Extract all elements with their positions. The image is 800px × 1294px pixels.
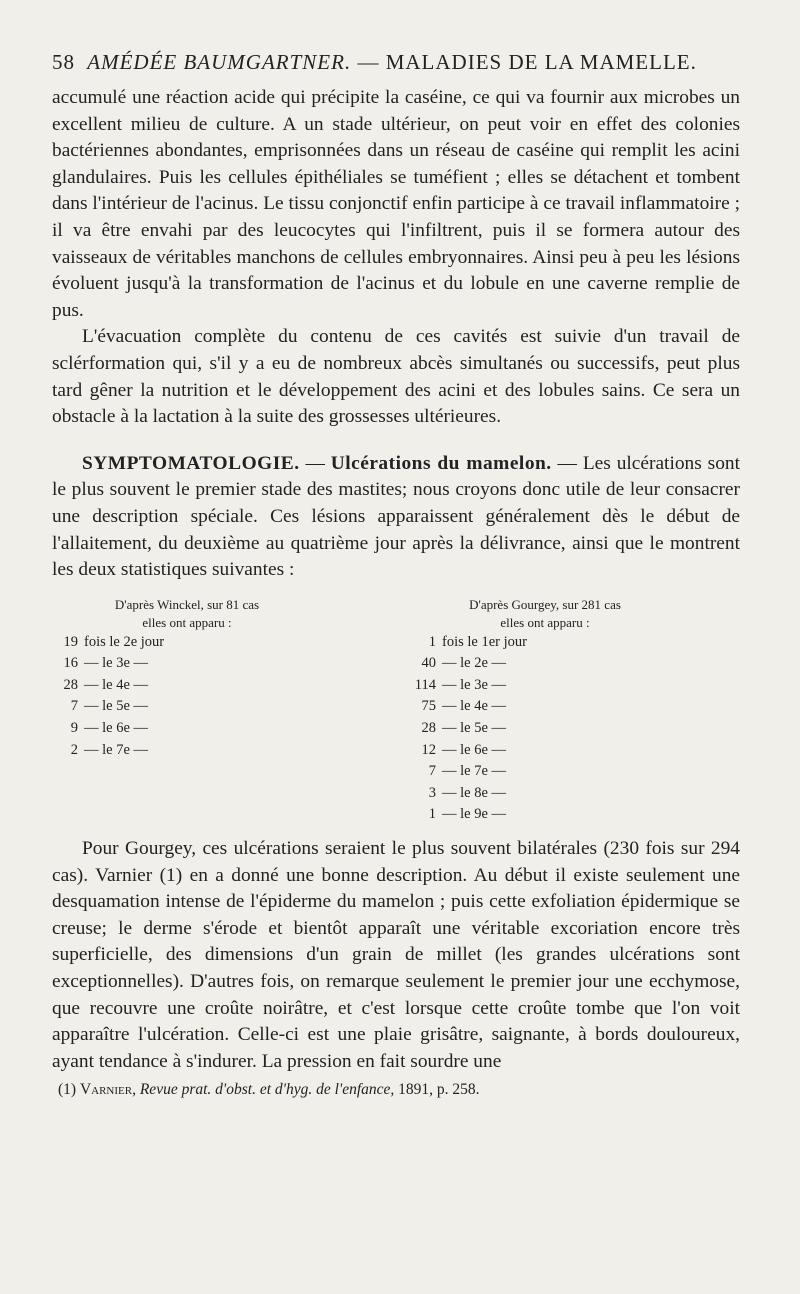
stats-count: 114 [414,676,436,693]
stats-winckel-head1: D'après Winckel, sur 81 cas [114,596,260,612]
stats-count: 28 [421,720,436,737]
stats-count: 7 [428,763,436,780]
stats-day: fois le 2e jour [84,633,165,650]
stats-row [410,783,680,805]
statistics-tables [52,596,740,826]
stats-count: 1 [428,806,436,823]
stats-row [52,740,322,762]
stats-count: 75 [421,698,436,715]
header-author: AMÉDÉE BAUMGARTNER. [87,50,352,74]
page-number: 58 [52,50,75,74]
stats-row [52,696,322,718]
stats-count: 3 [428,784,436,801]
stats-gourgey [410,596,680,826]
stats-count: 28 [63,676,78,693]
stats-count: 9 [70,720,78,737]
footnote-author: Varnier, [79,1081,136,1099]
stats-row [410,632,680,654]
stats-count: 19 [63,633,78,650]
stats-day: — le 9e — [442,806,507,823]
footnote-title: Revue prat. d'obst. et d'hyg. de l'enfance, [139,1081,395,1099]
paragraph-2: L'évacuation complète du contenu de ces cavités est suivie d'un travail de sclérformation qui, s'il y a eu de nombreux abcès simultanés ou successifs, peut plus tard gêner la nutrition et le développement des acini et des lobules sains. Ce sera un obstacle à la lactation à la suite des grossesses ultérieures. [52,326,740,428]
stats-day: — le 6e — [442,741,507,758]
running-header [52,50,740,75]
footnote-rest: 1891, p. 258. [398,1081,480,1099]
stats-row [410,804,680,826]
stats-row [410,696,680,718]
stats-row [52,632,322,654]
stats-day: — le 8e — [442,784,507,801]
stats-row [410,718,680,740]
footnote-mark: (1) [58,1081,77,1099]
stats-day: — le 6e — [84,720,149,737]
stats-winckel [52,596,322,826]
section-separator: — [299,452,331,474]
stats-gourgey-head1: D'après Gourgey, sur 281 cas [469,596,621,612]
section-heading: SYMPTOMATOLOGIE. [82,452,300,474]
stats-day: — le 4e — [84,676,149,693]
stats-row [52,675,322,697]
paragraph-3-text: — Les ulcérations sont le plus souvent le premier stade des mastites; nous croyons donc utile de leur consacrer une description spéciale. Ces lésions apparaissent généralement dès le début de l'allaitement, du deuxième au quatrième jour après la délivrance, ainsi que le montrent les deux statistiques suivantes : [52,452,740,581]
stats-day: — le 5e — [84,698,149,715]
stats-day: fois le 1er jour [442,633,527,650]
stats-day: — le 3e — [84,655,149,672]
paragraph-1: accumulé une réaction acide qui précipite la caséine, ce qui va fournir aux microbes un excellent milieu de culture. A un stade ultérieur, on peut voir en effet des colonies bactériennes abondantes, emprisonnées dans un réseau de caséine qui remplit les acini glandulaires. Puis les cellules épithéliales se tuméfient ; elles se détachent et tombent dans l'intérieur de l'acinus. Le tissu conjonctif enfin participe à ce travail inflammatoire ; il va être envahi par des leucocytes qui l'infiltrent, puis il se formera autour des vaisseaux de véritables manchons de cellules embryonnaires. Ainsi peu à peu les lésions évoluent jusqu'à la transformation de l'acinus et du lobule en une caverne remplie de pus. [52,87,740,321]
stats-day: — le 7e — [442,763,507,780]
stats-day: — le 5e — [442,720,507,737]
stats-count: 1 [428,633,436,650]
stats-count: 16 [63,655,78,672]
stats-count: 7 [70,698,78,715]
stats-day: — le 3e — [442,676,507,693]
stats-gourgey-head2: elles ont apparu : [500,614,590,630]
stats-day: — le 4e — [442,698,507,715]
footnote [52,1081,740,1099]
stats-row [52,653,322,675]
stats-day: — le 2e — [442,655,507,672]
header-title: — MALADIES DE LA MAMELLE. [357,50,697,74]
stats-row [410,653,680,675]
stats-row [410,740,680,762]
stats-count: 12 [421,741,436,758]
stats-day: — le 7e — [84,741,149,758]
paragraph-3 [52,451,740,584]
stats-winckel-head2: elles ont apparu : [142,614,232,630]
stats-row [52,718,322,740]
stats-row [410,675,680,697]
paragraph-4: Pour Gourgey, ces ulcérations seraient le plus souvent bilatérales (230 fois sur 294 cas). Varnier (1) en a donné une bonne description. Au début il existe seulement une desquamation intense de l'épiderme du mamelon ; puis cette exfoliation épidermique se creuse; le derme s'érode et bientôt apparaît une véritable excoriation encore très superficielle, des dimensions d'un grain de millet (les grandes ulcérations sont exceptionnelles). D'autres fois, on remarque seulement le premier jour une ecchymose, que recouvre une croûte noirâtre, et c'est lorsque cette croûte tombe que l'on voit apparaître l'ulcération. Celle-ci est une plaie grisâtre, saignante, à bords douloureux, ayant tendance à s'indurer. La pression en fait sourdre une [52,838,740,1072]
subsection-heading: Ulcérations du mamelon. [330,452,552,474]
stats-row [410,761,680,783]
stats-count: 2 [70,741,78,758]
stats-count: 40 [421,655,436,672]
